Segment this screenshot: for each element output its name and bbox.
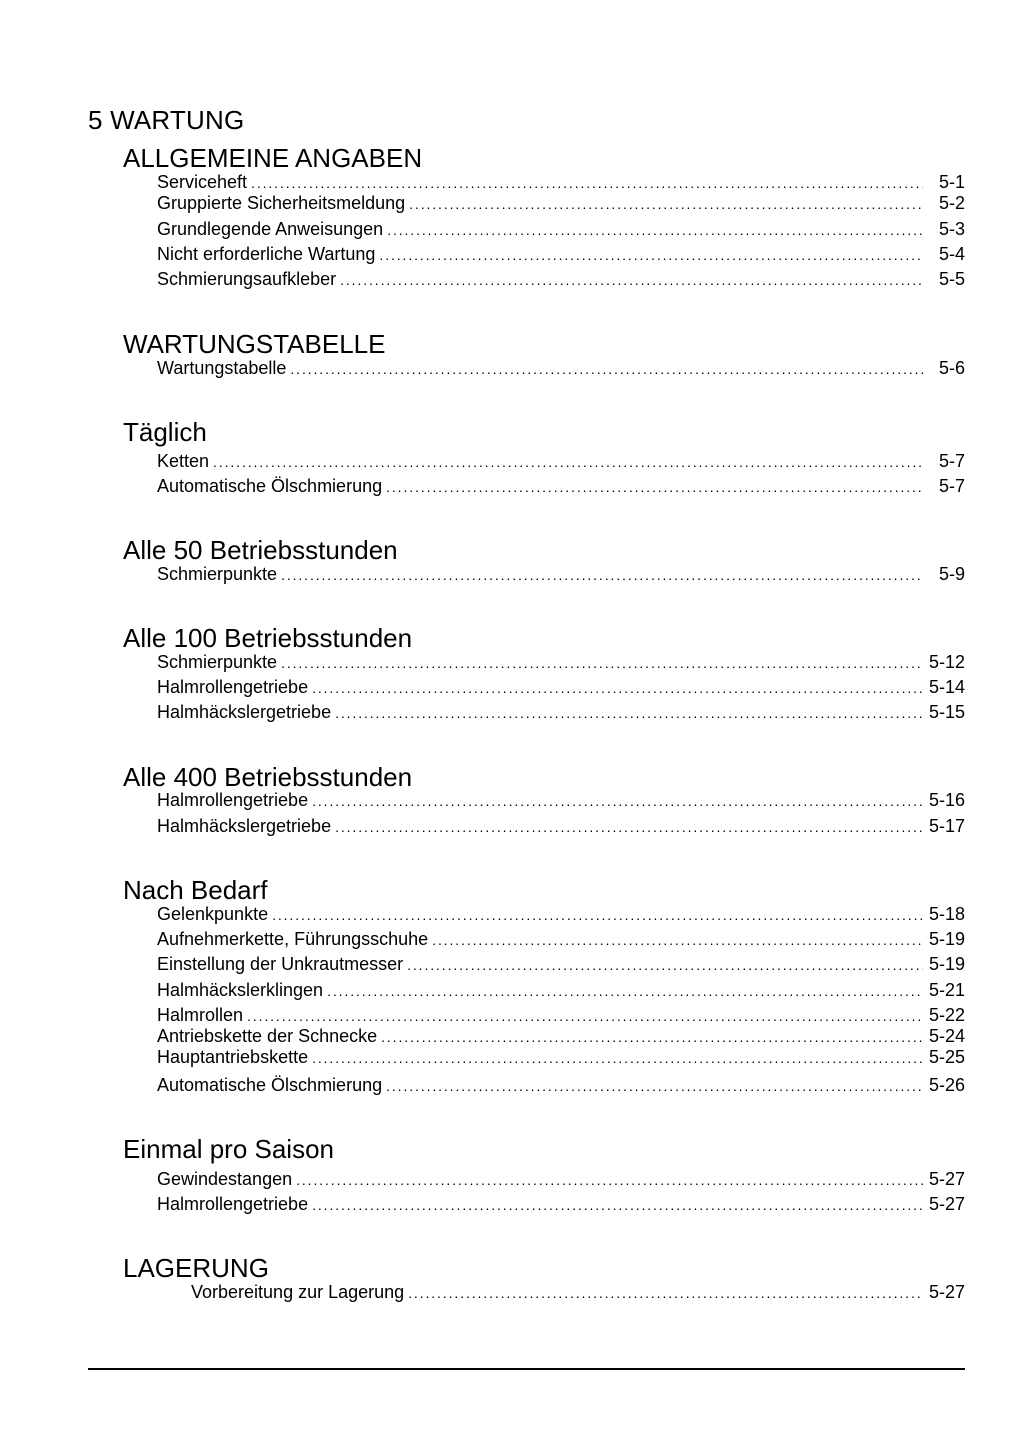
dot-leader — [408, 1281, 923, 1305]
dot-leader — [340, 268, 923, 292]
toc-entry-label: Halmhäckslerklingen — [157, 980, 324, 1000]
toc-entry-page: 5-18 — [928, 904, 965, 924]
dot-leader — [213, 450, 923, 474]
toc-entry[interactable] — [157, 1045, 965, 1069]
toc-entry-page: 5-27 — [928, 1282, 965, 1302]
dot-leader — [312, 1193, 923, 1217]
toc-entry-page: 5-22 — [928, 1005, 965, 1025]
toc-entry[interactable] — [157, 242, 965, 266]
dot-leader — [387, 218, 923, 242]
dot-leader — [407, 953, 923, 977]
dot-leader — [327, 979, 923, 1003]
toc-entry-page: 5-14 — [928, 677, 965, 697]
dot-leader — [432, 928, 923, 952]
toc-entry-label: Schmierpunkte — [157, 564, 278, 584]
toc-entry-label: Einstellung der Unkrautmesser — [157, 954, 404, 974]
toc-entry[interactable] — [157, 1073, 965, 1097]
toc-entry-label: Halmrollengetriebe — [157, 677, 309, 697]
toc-entry[interactable] — [157, 978, 965, 1002]
dot-leader — [335, 815, 923, 839]
section-title-alle-400-betriebsstunden: Alle 400 Betriebsstunden — [123, 762, 413, 792]
toc-entry[interactable] — [157, 1167, 965, 1191]
toc-entry[interactable] — [157, 927, 965, 951]
dot-leader — [312, 676, 923, 700]
toc-entry-page: 5-19 — [928, 929, 965, 949]
dot-leader — [409, 192, 923, 216]
toc-entry-page: 5-27 — [928, 1194, 965, 1214]
section-title-taeglich: Täglich — [123, 417, 207, 447]
toc-entry-label: Schmierungsaufkleber — [157, 269, 337, 289]
toc-entry[interactable] — [157, 952, 965, 976]
toc-entry-label: Halmrollen — [157, 1005, 244, 1025]
toc-entry-page: 5-2 — [938, 193, 965, 213]
toc-entry-label: Halmhäckslergetriebe — [157, 816, 332, 836]
toc-entry-page: 5-21 — [928, 980, 965, 1000]
toc-entry-label: Halmrollengetriebe — [157, 790, 309, 810]
section-title-alle-100-betriebsstunden: Alle 100 Betriebsstunden — [123, 623, 413, 653]
dot-leader — [386, 475, 923, 499]
toc-entry[interactable] — [157, 449, 965, 473]
toc-entry[interactable] — [157, 675, 965, 699]
section-title-einmal-pro-saison: Einmal pro Saison — [123, 1134, 334, 1164]
toc-entry[interactable] — [157, 217, 965, 241]
toc-entry-page: 5-17 — [928, 816, 965, 836]
toc-entry[interactable] — [157, 814, 965, 838]
section-title-wartungstabelle: WARTUNGSTABELLE — [123, 329, 386, 359]
toc-entry[interactable] — [157, 700, 965, 724]
toc-entry[interactable] — [157, 474, 965, 498]
toc-entry-label: Gelenkpunkte — [157, 904, 269, 924]
dot-leader — [312, 789, 923, 813]
dot-leader — [290, 357, 923, 381]
toc-entry[interactable] — [191, 1280, 965, 1304]
toc-entry-label: Hauptantriebskette — [157, 1047, 309, 1067]
toc-entry[interactable] — [157, 650, 965, 674]
toc-entry-label: Aufnehmerkette, Führungsschuhe — [157, 929, 429, 949]
toc-entry[interactable] — [157, 902, 965, 926]
toc-entry-page: 5-7 — [938, 451, 965, 471]
toc-entry-page: 5-4 — [938, 244, 965, 264]
dot-leader — [281, 563, 923, 587]
toc-entry-label: Schmierpunkte — [157, 652, 278, 672]
toc-entry-page: 5-3 — [938, 219, 965, 239]
toc-entry-label: Grundlegende Anweisungen — [157, 219, 384, 239]
chapter-title: 5 WARTUNG — [88, 105, 245, 135]
toc-entry-label: Serviceheft — [157, 172, 248, 192]
dot-leader — [386, 1074, 923, 1098]
toc-entry-page: 5-5 — [938, 269, 965, 289]
section-title-lagerung: LAGERUNG — [123, 1253, 269, 1283]
dot-leader — [335, 701, 923, 725]
toc-entry-label: Nicht erforderliche Wartung — [157, 244, 376, 264]
toc-entry-label: Gruppierte Sicherheitsmeldung — [157, 193, 406, 213]
toc-entry-page: 5-27 — [928, 1169, 965, 1189]
toc-entry-label: Vorbereitung zur Lagerung — [191, 1282, 405, 1302]
footer-divider — [88, 1368, 965, 1370]
toc-entry[interactable] — [157, 191, 965, 215]
toc-entry-page: 5-6 — [938, 358, 965, 378]
toc-entry-page: 5-7 — [938, 476, 965, 496]
toc-entry[interactable] — [157, 788, 965, 812]
toc-entry-page: 5-24 — [928, 1026, 965, 1046]
dot-leader — [296, 1168, 923, 1192]
toc-entry-label: Halmrollengetriebe — [157, 1194, 309, 1214]
section-title-alle-50-betriebsstunden: Alle 50 Betriebsstunden — [123, 535, 398, 565]
toc-entry-label: Ketten — [157, 451, 210, 471]
toc-entry-label: Automatische Ölschmierung — [157, 476, 383, 496]
toc-entry[interactable] — [157, 356, 965, 380]
dot-leader — [281, 651, 923, 675]
toc-entry-page: 5-1 — [938, 172, 965, 192]
dot-leader — [379, 243, 923, 267]
toc-entry-label: Automatische Ölschmierung — [157, 1075, 383, 1095]
section-title-allgemeine-angaben: ALLGEMEINE ANGABEN — [123, 143, 423, 173]
toc-entry[interactable] — [157, 267, 965, 291]
toc-entry-label: Wartungstabelle — [157, 358, 287, 378]
toc-entry-page: 5-15 — [928, 702, 965, 722]
toc-entry-page: 5-25 — [928, 1047, 965, 1067]
dot-leader — [312, 1046, 923, 1070]
toc-entry-page: 5-16 — [928, 790, 965, 810]
toc-entry-label: Antriebskette der Schnecke — [157, 1026, 378, 1046]
toc-entry-page: 5-9 — [938, 564, 965, 584]
toc-entry-page: 5-26 — [928, 1075, 965, 1095]
toc-entry-page: 5-12 — [928, 652, 965, 672]
dot-leader — [272, 903, 923, 927]
toc-entry-label: Gewindestangen — [157, 1169, 293, 1189]
toc-entry-page: 5-19 — [928, 954, 965, 974]
toc-entry[interactable] — [157, 562, 965, 586]
toc-entry[interactable] — [157, 1192, 965, 1216]
toc-entry-label: Halmhäckslergetriebe — [157, 702, 332, 722]
section-title-nach-bedarf: Nach Bedarf — [123, 875, 268, 905]
